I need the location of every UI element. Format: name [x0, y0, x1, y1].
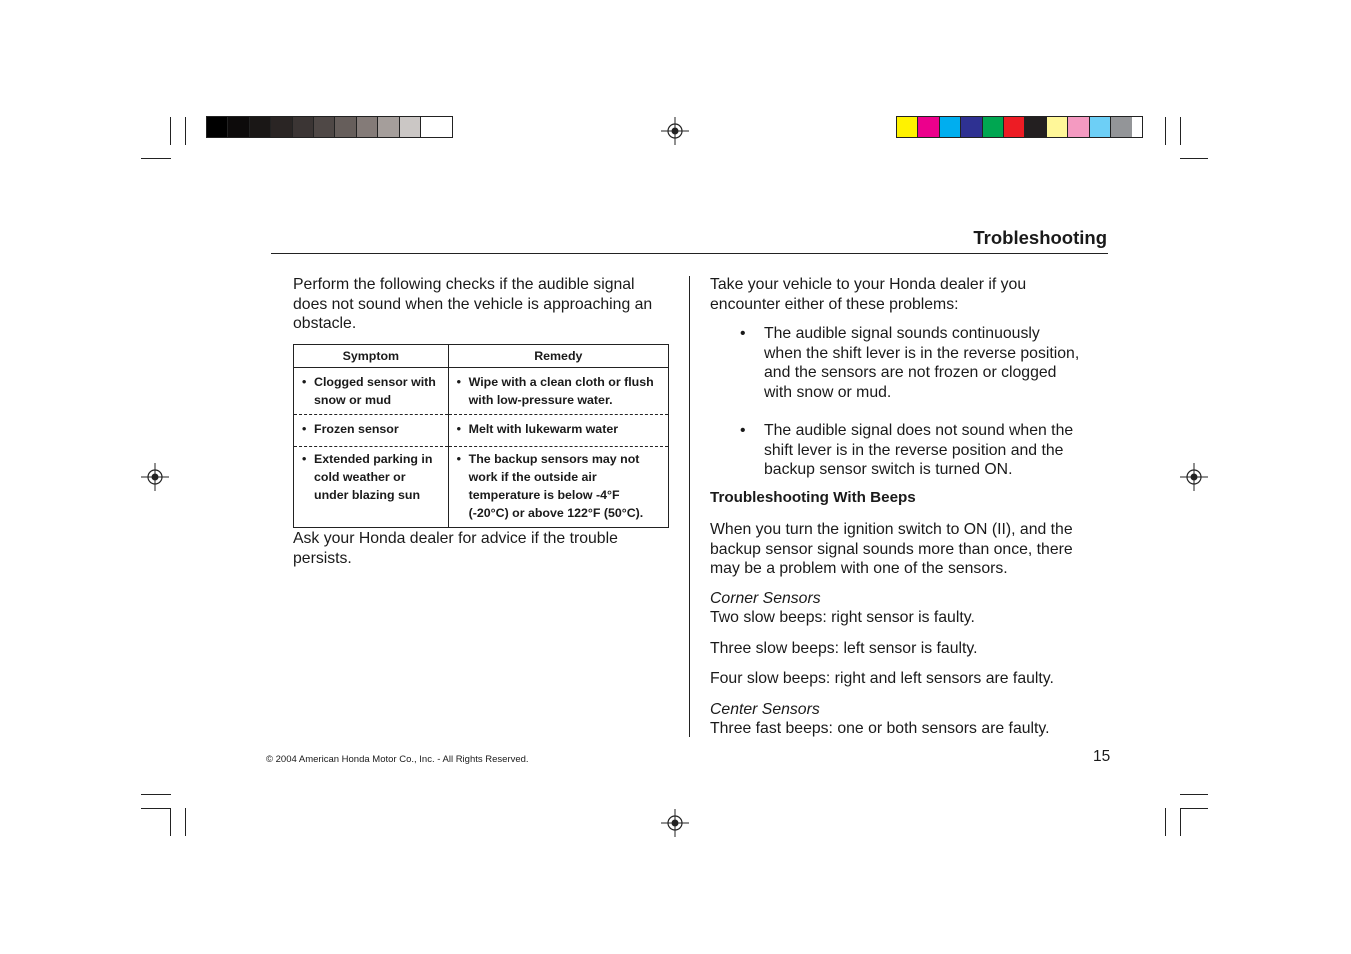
copyright-notice: © 2004 American Honda Motor Co., Inc. - All Rights Reserved. [266, 754, 529, 765]
beeps-heading: Troubleshooting With Beeps [710, 489, 916, 506]
remedy-cell: Melt with lukewarm water [468, 421, 619, 436]
crop-mark [185, 808, 186, 836]
corner-sensors-heading: Corner Sensors [710, 590, 821, 607]
crop-mark [1165, 808, 1166, 836]
color-swatch [250, 117, 271, 137]
color-swatch [1090, 117, 1111, 137]
remedy-cell: Wipe with a clean cloth or flush with low-pressure water. [468, 375, 654, 408]
list-item [740, 324, 1080, 402]
right-intro: Take your vehicle to your Honda dealer if you encounter either of these problems: [710, 276, 1027, 313]
corner-sensors-line: Two slow beeps: right sensor is faulty. [710, 609, 975, 626]
bullet-icon: • [740, 325, 746, 342]
symptom-cell: Extended parking in cold weather or under blazing sun [314, 451, 433, 503]
crop-mark [1180, 117, 1181, 145]
color-swatch [271, 117, 292, 137]
beeps-intro: When you turn the ignition switch to ON (II), and the backup sensor signal sounds more than once, there may be a problem with one of the sensors. [710, 521, 1073, 577]
color-swatch [400, 117, 421, 137]
crop-mark [1180, 808, 1208, 809]
list-item [740, 421, 1090, 480]
crop-mark [1180, 794, 1208, 795]
bullet-text: The audible signal does not sound when the shift lever is in the reverse position and the backup sensor switch is turned ON. [764, 422, 1074, 478]
left-intro: Perform the following checks if the audible signal does not sound when the vehicle is approaching an obstacle. [293, 276, 653, 332]
color-swatch [421, 117, 442, 137]
column-divider [689, 276, 690, 737]
crop-mark [170, 117, 171, 145]
page-number: 15 [1093, 748, 1111, 765]
remedy-cell: The backup sensors may not work if the outside air temperature is below -4°F (-20°C) or above 122°F (50°C). [468, 451, 644, 521]
color-swatch [378, 117, 399, 137]
color-swatch [314, 117, 335, 137]
table-row [294, 414, 669, 446]
color-swatch [918, 117, 939, 137]
color-swatch [897, 117, 918, 137]
registration-mark-icon [1180, 463, 1208, 491]
crop-mark [1180, 158, 1208, 159]
column-header-remedy: Remedy [448, 345, 668, 368]
color-swatch [961, 117, 982, 137]
registration-mark-icon [141, 463, 169, 491]
bullet-icon: • [456, 451, 461, 466]
color-swatch [357, 117, 378, 137]
gray-calibration-bar [206, 116, 453, 138]
column-header-symptom: Symptom [294, 345, 449, 368]
crop-mark [141, 794, 171, 795]
color-calibration-bar [896, 116, 1143, 138]
color-swatch [983, 117, 1004, 137]
corner-sensors-line: Three slow beeps: left sensor is faulty. [710, 640, 978, 657]
crop-mark [170, 808, 171, 836]
color-swatch [207, 117, 228, 137]
bullet-icon: • [302, 451, 307, 466]
crop-mark [1180, 808, 1181, 836]
bullet-icon: • [302, 375, 307, 389]
color-swatch [1111, 117, 1132, 137]
color-swatch [1025, 117, 1046, 137]
table-row [294, 446, 669, 527]
registration-mark-icon [661, 117, 689, 145]
bullet-icon: • [456, 375, 461, 389]
color-swatch [1068, 117, 1089, 137]
bullet-icon: • [302, 421, 307, 436]
bullet-icon: • [740, 422, 746, 439]
left-outro: Ask your Honda dealer for advice if the trouble persists. [293, 530, 618, 567]
center-sensors-line: Three fast beeps: one or both sensors are faulty. [710, 720, 1050, 737]
symptom-cell: Clogged sensor with snow or mud [314, 375, 436, 408]
section-title: Trobleshooting [973, 227, 1107, 248]
symptom-cell: Frozen sensor [314, 421, 399, 436]
bullet-text: The audible signal sounds continuously when the shift lever is in the reverse position, and the sensors are not frozen or clogged with snow or mud. [764, 325, 1080, 401]
center-sensors-heading: Center Sensors [710, 701, 820, 718]
registration-mark-icon [661, 809, 689, 837]
title-rule [271, 253, 1108, 254]
crop-mark [141, 808, 171, 809]
color-swatch [228, 117, 249, 137]
crop-mark [185, 117, 186, 145]
crop-mark [141, 158, 171, 159]
crop-mark [1165, 117, 1166, 145]
color-swatch [1004, 117, 1025, 137]
bullet-icon: • [456, 421, 461, 436]
color-swatch [1047, 117, 1068, 137]
table-header-row [294, 345, 669, 368]
color-swatch [940, 117, 961, 137]
color-swatch [335, 117, 356, 137]
color-swatch [293, 117, 314, 137]
corner-sensors-line: Four slow beeps: right and left sensors are faulty. [710, 670, 1054, 687]
table-row [294, 368, 669, 415]
symptom-remedy-table [293, 344, 669, 528]
